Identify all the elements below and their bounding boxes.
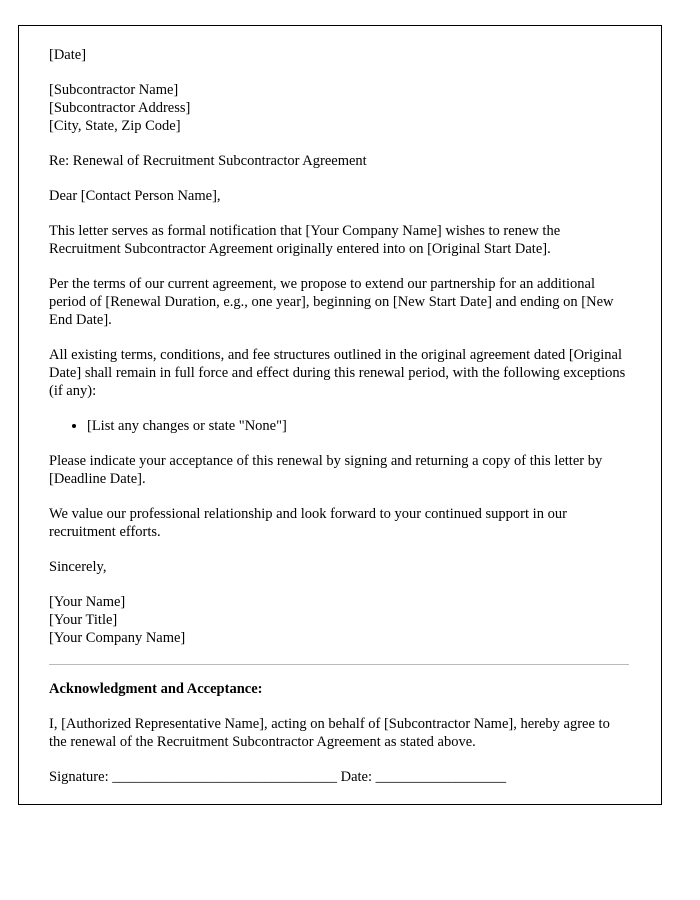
acknowledgment-body: I, [Authorized Representative Name], acting on behalf of [Subcontractor Name], hereby agree to the renewal of the Recruitment Subcontractor Agreement as stated above. xyxy=(49,716,610,750)
letter-subject: Re: Renewal of Recruitment Subcontractor Agreement xyxy=(49,153,367,169)
exceptions-list xyxy=(49,417,629,435)
letter-date: [Date] xyxy=(49,47,87,63)
letter-closing: Sincerely, xyxy=(49,559,107,575)
list-item: • [List any changes or state "None"] xyxy=(87,417,629,435)
letter-paragraph-5: We value our professional relationship and look forward to your continued support in our recruitment efforts. xyxy=(49,506,567,540)
sender-name: [Your Name] xyxy=(49,594,126,610)
document-page xyxy=(18,25,662,805)
section-divider xyxy=(49,664,629,665)
letter-paragraph-4: Please indicate your acceptance of this renewal by signing and returning a copy of this letter by [Deadline Date]. xyxy=(49,453,603,487)
letter-body xyxy=(49,46,629,786)
sender-title: [Your Title] xyxy=(49,612,118,628)
letter-paragraph-2: Per the terms of our current agreement, we propose to extend our partnership for an additional period of [Renewal Duration, e.g., one year], beginning on [New Start Date] and ending on [New End Date]. xyxy=(49,276,614,328)
letter-paragraph-1: This letter serves as formal notification that [Your Company Name] wishes to renew the Recruitment Subcontractor Agreement originally entered into on [Original Start Date]. xyxy=(49,223,561,257)
signature-date-line: Signature: _______________________________ Date: __________________ xyxy=(49,769,507,785)
letter-paragraph-3: All existing terms, conditions, and fee structures outlined in the original agreement dated [Original Date] shall remain in full force and effect during this renewal period, with the following exceptions (if any): xyxy=(49,347,626,399)
recipient-address: [Subcontractor Address] xyxy=(49,100,191,116)
recipient-address-block xyxy=(49,81,629,135)
acknowledgment-heading: Acknowledgment and Acceptance: xyxy=(49,681,263,697)
recipient-city-state-zip: [City, State, Zip Code] xyxy=(49,118,181,134)
letter-salutation: Dear [Contact Person Name], xyxy=(49,188,221,204)
sender-company: [Your Company Name] xyxy=(49,630,186,646)
signature-block xyxy=(49,593,629,647)
recipient-name: [Subcontractor Name] xyxy=(49,82,179,98)
